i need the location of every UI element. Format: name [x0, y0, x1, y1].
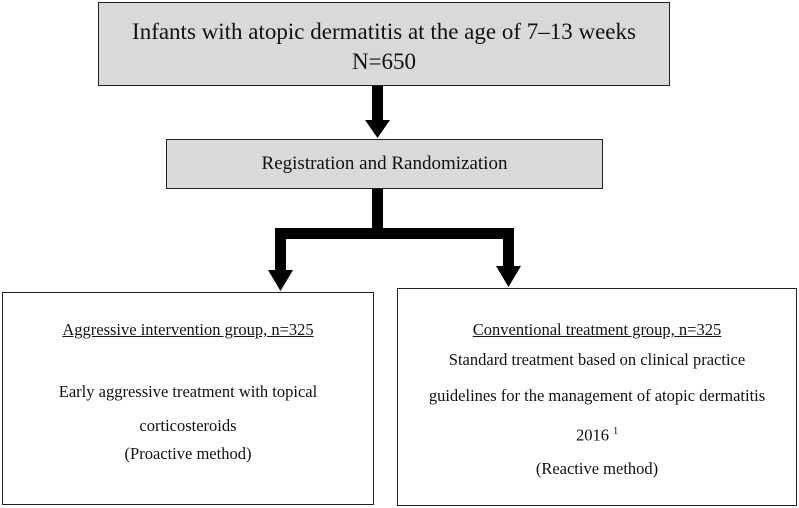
arrowhead-right [496, 266, 521, 287]
randomization-label: Registration and Randomization [261, 153, 508, 174]
reference-superscript: 1 [613, 426, 619, 437]
population-box [98, 2, 670, 86]
population-count: N=650 [351, 49, 417, 74]
conventional-group-line-2: guidelines for the management of atopic dermatitis [428, 386, 766, 405]
aggressive-group-header: Aggressive intervention group, n=325 [62, 320, 314, 339]
arrow-shaft-right [503, 228, 514, 268]
aggressive-group-box [2, 292, 374, 505]
conventional-group-method: (Reactive method) [535, 458, 659, 478]
aggressive-group-line-1: Early aggressive treatment with topical [58, 382, 318, 401]
arrow-shaft-left [275, 228, 286, 273]
conventional-group-year: 2016 [575, 425, 609, 445]
conventional-group-year-line [398, 421, 796, 447]
arrow-shaft-top [372, 86, 383, 123]
population-title: Infants with atopic dermatitis at the age of 7–13 weeks [132, 19, 636, 44]
conventional-group-header: Conventional treatment group, n=325 [472, 320, 722, 339]
arrow-split-bar [275, 228, 514, 239]
arrow-stem-middle [372, 189, 383, 233]
arrowhead-left [268, 270, 293, 291]
randomization-box [166, 139, 603, 189]
conventional-group-box [397, 288, 797, 506]
aggressive-group-line-2: corticosteroids [139, 416, 237, 435]
aggressive-group-method: (Proactive method) [124, 444, 252, 463]
conventional-group-line-1: Standard treatment based on clinical practice [448, 350, 746, 369]
arrowhead-top [365, 120, 390, 138]
